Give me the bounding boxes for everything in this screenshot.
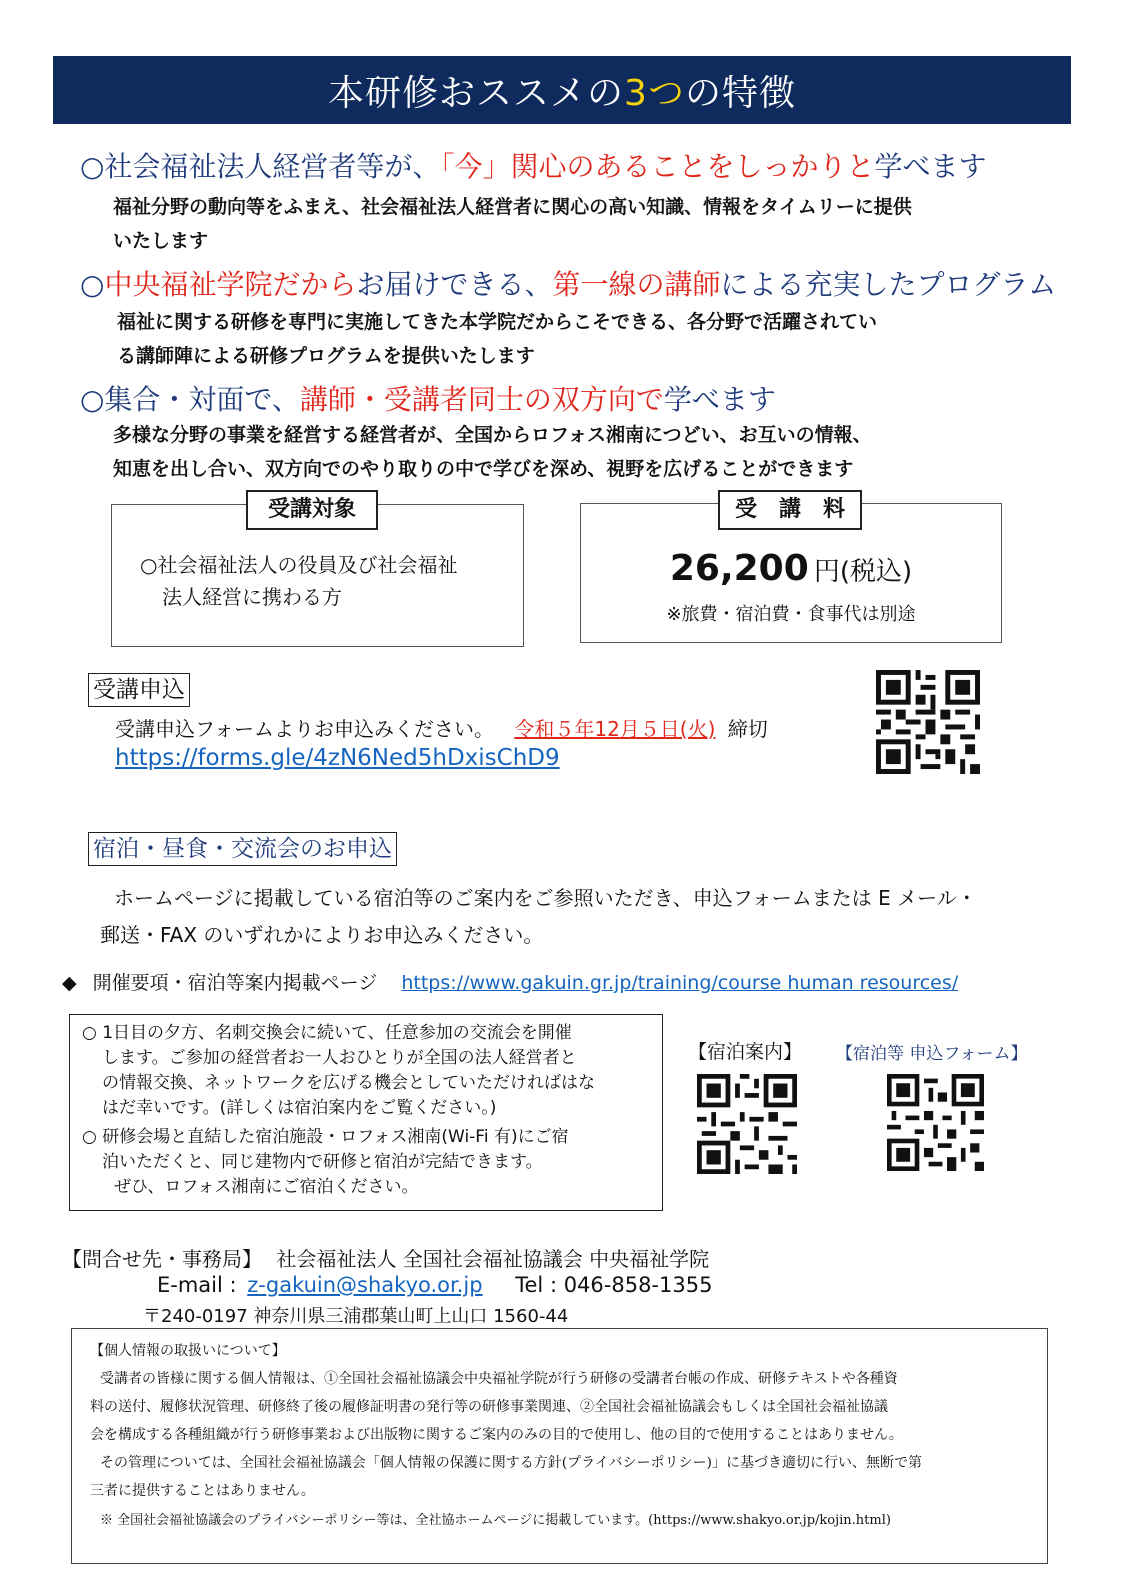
feature-2-desc-line1: 福祉に関する研修を専門に実施してきた本学院だからこそできる、各分野で活躍されてい [117, 311, 878, 333]
note-2-line1: ○ 研修会場と直結した宿泊施設・ロフォス湘南(Wi-Fi 有)にご宿 [82, 1127, 569, 1147]
feature-2-part-e: による充実したプログラム [720, 268, 1057, 301]
lodging-form-qr-code[interactable] [887, 1074, 984, 1171]
feature-1-desc-line2: いたします [113, 230, 209, 252]
feature-3-desc-line2: 知恵を出し合い、双方向でのやり取りの中で学びを深め、視野を広げることができます [113, 458, 854, 480]
note-2-line2: 泊いただくと、同じ建物内で研修と宿泊が完結できます。 [102, 1152, 543, 1172]
feature-2-desc-line2: る講師陣による研修プログラムを提供いたします [117, 345, 535, 367]
application-heading: 受講申込 [88, 673, 190, 707]
privacy-p1-line1: 受講者の皆様に関する個人情報は、①全国社会福祉協議会中央福祉学院が行う研修の受講者台帳の作成、研修テキストや各種資 [100, 1371, 898, 1387]
feature-1-heading [80, 145, 986, 185]
feature-1-part-c: 学べます [874, 150, 987, 183]
note-1-line4: はだ幸いです。(詳しくは宿泊案内をご覧ください。) [102, 1098, 497, 1118]
lodging-text-line1: ホームページに掲載している宿泊等のご案内をご参照いただき、申込フォームまたは E メール・ [114, 886, 977, 910]
qr-label-lodging-guide: 【宿泊案内】 [688, 1041, 803, 1063]
feature-2-part-b: 中央福祉学院だから [104, 268, 357, 301]
application-text: 受講申込フォームよりお申込みください。 [115, 717, 494, 741]
feature-3-part-c: 学べます [663, 383, 776, 416]
banner-title-before: 本研修おススメの [328, 72, 625, 114]
feature-1-part-a: ○社会福祉法人経営者等が、 [80, 150, 441, 183]
fee-label: 受 講 料 [718, 490, 862, 530]
privacy-p2-line2: 三者に提供することはありません。 [90, 1483, 315, 1499]
diamond-bullet-icon: ◆ [62, 972, 77, 994]
feature-2-part-c: お届けできる、 [356, 268, 553, 301]
privacy-p1-line3: 会を構成する各種組織が行う研修事業および出版物に関するご案内のみの目的で使用し、他の目的で使用することはありません。 [90, 1427, 903, 1443]
page-banner [53, 56, 1071, 124]
target-line2: 法人経営に携わる方 [162, 585, 342, 609]
feature-1-part-b: 「今」関心のあることをしっかりと [440, 150, 875, 183]
info-page-link[interactable]: https://www.gakuin.gr.jp/training/course human resources/ [401, 972, 959, 994]
note-1-line2: します。ご参加の経営者お一人おひとりが全国の法人経営者と [102, 1048, 577, 1068]
feature-2-part-a: ○ [80, 268, 105, 301]
feature-2-desc [117, 305, 1067, 373]
application-qr-code[interactable] [876, 670, 980, 774]
info-page-label: 開催要項・宿泊等案内掲載ページ [92, 972, 378, 994]
fee-unit: 円(税込) [813, 557, 913, 587]
banner-title-after: の特徴 [684, 72, 796, 114]
contact-email-link[interactable]: z-gakuin@shakyo.or.jp [247, 1273, 483, 1297]
contact-tel: Tel : 046-858-1355 [515, 1273, 713, 1297]
fee-amount: 26,200 [669, 548, 809, 589]
note-1-line1: ○ 1日目の夕方、名刺交換会に続いて、任意参加の交流会を開催 [82, 1023, 572, 1043]
contact-org: 社会福祉法人 全国社会福祉協議会 中央福祉学院 [276, 1247, 710, 1271]
lodging-heading: 宿泊・昼食・交流会のお申込 [88, 832, 397, 866]
contact-label: 【問合せ先・事務局】 [62, 1247, 262, 1271]
qr-label-lodging-form: 【宿泊等 申込フォーム】 [836, 1044, 1028, 1064]
feature-3-desc [113, 418, 1063, 486]
privacy-p2-line1: その管理については、全国社会福祉協議会「個人情報の保護に関する方針(プライバシーポリシー)」に基づき適切に行い、無断で第 [100, 1455, 922, 1471]
contact-email-label: E-mail : [157, 1273, 237, 1297]
feature-1-desc [113, 190, 1063, 258]
application-deadline: 令和５年12月５日(火) [514, 717, 716, 741]
privacy-p1-line2: 料の送付、履修状況管理、研修終了後の履修証明書の発行等の研修事業関連、②全国社会福祉協議会もしくは全国社会福祉協議 [90, 1399, 888, 1415]
banner-title-highlight: 3つ [624, 72, 685, 114]
feature-3-heading [80, 378, 776, 418]
privacy-footnote: ※ 全国社会福祉協議会のプライバシーポリシー等は、全社協ホームページに掲載しています。(https://www.shakyo.or.jp/kojin.html) [100, 1513, 891, 1528]
contact-address: 〒240-0197 神奈川県三浦郡葉山町上山口 1560-44 [143, 1306, 569, 1327]
lodging-guide-qr-code[interactable] [697, 1074, 797, 1174]
feature-2-part-d: 第一線の講師 [552, 268, 721, 301]
application-form-link[interactable]: https://forms.gle/4zN6Ned5hDxisChD9 [115, 745, 560, 771]
privacy-title: 【個人情報の取扱いについて】 [90, 1343, 286, 1359]
lodging-text-line2: 郵送・FAX のいずれかによりお申込みください。 [100, 923, 544, 947]
target-label: 受講対象 [246, 490, 378, 530]
fee-note: ※旅費・宿泊費・食事代は別途 [666, 604, 916, 625]
contact-email-line [157, 1273, 712, 1297]
lodging-text [100, 880, 1100, 954]
info-page-line [62, 968, 958, 995]
application-deadline-suffix: 締切 [727, 717, 768, 741]
notes-box [69, 1014, 663, 1211]
feature-3-part-b: 講師・受講者同士の双方向で [299, 383, 664, 416]
feature-3-desc-line1: 多様な分野の事業を経営する経営者が、全国からロフォス湘南につどい、お互いの情報、 [113, 424, 872, 446]
note-1-line3: の情報交換、ネットワークを広げる機会としていただければはな [102, 1073, 595, 1093]
feature-3-part-a: ○集合・対面で、 [80, 383, 300, 416]
contact-line [62, 1243, 709, 1272]
privacy-box [71, 1328, 1048, 1564]
target-line1: ○社会福祉法人の役員及び社会福祉 [140, 553, 458, 577]
feature-1-desc-line1: 福祉分野の動向等をふまえ、社会福祉法人経営者に関心の高い知識、情報をタイムリーに提供 [113, 196, 912, 218]
feature-2-heading [80, 263, 1056, 303]
note-2-line3: ぜひ、ロフォス湘南にご宿泊ください。 [114, 1177, 419, 1197]
application-line [115, 713, 768, 742]
